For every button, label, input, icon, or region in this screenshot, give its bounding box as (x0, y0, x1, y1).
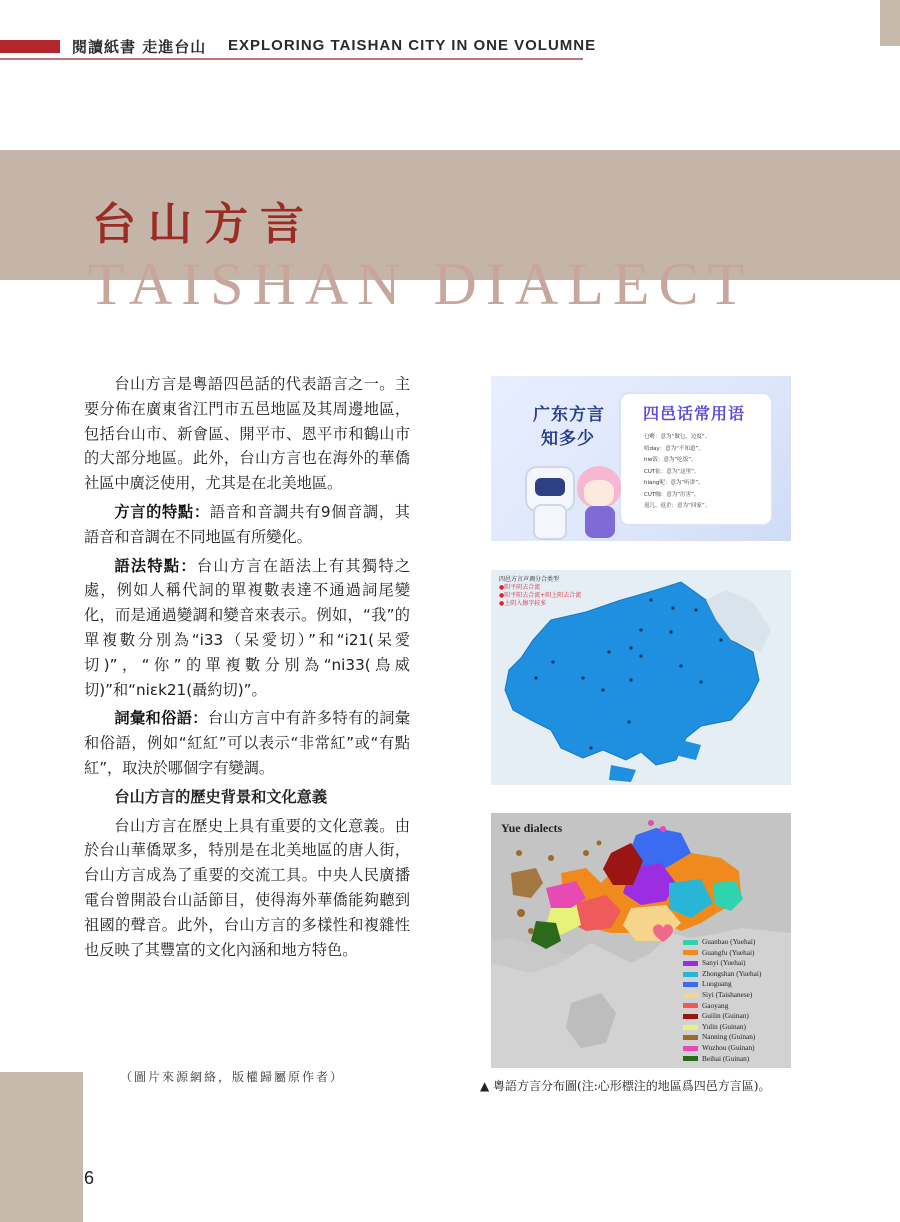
paragraph-intro: 台山方言是粵語四邑話的代表語言之一。主要分佈在廣東省江門市五邑地區及其周邊地區，包括台山市、新會區、開平市、恩平市和鶴山市的大部分地區。此外，台山方言也在海外的華僑社區中廣泛使用，尤其是在北美地區。 (84, 375, 410, 493)
paragraph-history: 台山方言在歷史上具有重要的文化意義。由於台山華僑眾多，特別是在北美地區的唐人街，台山方言成為了重要的交流工具。中央人民廣播電台曾開設台山話節目，使得海外華僑能夠聽到祖國的聲音。此外，台山方言的多樣性和複雜性也反映了其豐富的文化內涵和地方特色。 (84, 816, 410, 959)
corner-decoration (880, 0, 900, 46)
page-title-english: TAISHAN DIALECT (88, 251, 754, 317)
paragraph-grammar (84, 554, 410, 703)
legend-row (683, 1043, 761, 1054)
phrase-item: hie饭：意为“吃饭”。 (644, 457, 697, 463)
phrase-item: CUT咖：意为“厉害”。 (644, 491, 700, 498)
legend-swatch (683, 961, 698, 966)
phrase-item: hiang呢：意为“听讲”。 (644, 480, 704, 486)
legend-row (683, 1011, 761, 1022)
card-title-line1: 广东方言 (533, 405, 605, 425)
legend-row (683, 979, 761, 990)
header-accent-bar (0, 40, 60, 53)
legend-row (683, 948, 761, 959)
legend-swatch (683, 950, 698, 955)
legend-label: Beihai (Guinan) (702, 1053, 750, 1063)
image-source-note: （圖片來源網絡，版權歸屬原作者） (120, 1070, 345, 1084)
yue-dialects-map-image (491, 813, 791, 1068)
legend-swatch (683, 1025, 698, 1030)
phrase-item: 唔day：意为“不知道”。 (644, 445, 704, 452)
legend-swatch (683, 972, 698, 977)
legend-label: Wuzhou (Guinan) (702, 1042, 755, 1052)
section-subheading: 台山方言的歷史背景和文化意義 (114, 787, 328, 806)
paragraph-vocabulary (84, 706, 410, 780)
legend-label: Siyi (Taishanese) (702, 989, 753, 999)
map-caption: ▲ 粵語方言分布圖(注:心形標注的地區爲四邑方言區)。 (480, 1079, 771, 1093)
legend-swatch (683, 1056, 698, 1061)
card-title-line2: 知多少 (541, 429, 595, 449)
map-legend-item: ●阳平阳去合流+阳上阳去合流 (499, 592, 582, 599)
girl-mascot-body (585, 506, 615, 538)
robot-body (533, 504, 567, 540)
legend-label: Yulin (Guinan) (702, 1021, 746, 1031)
map-island (679, 740, 701, 760)
guangdong-dialect-card-image (491, 376, 791, 541)
page-title-chinese: 台山方言 (92, 199, 316, 250)
legend-label: Gaoyang (702, 1000, 729, 1010)
legend-label: Luoguang (702, 979, 732, 989)
map-legend (499, 576, 581, 608)
legend-label: Guangfu (Yuehai) (702, 947, 755, 957)
map-legend-title: 四邑方言声调分合类型 (499, 576, 560, 583)
text-features: 語音和音調共有9個音調，其語音和音調在不同地區有所變化。 (84, 502, 410, 546)
yue-map-legend (683, 937, 761, 1064)
legend-row (683, 1022, 761, 1033)
header-english-title: EXPLORING TAISHAN CITY IN ONE VOLUMNE (228, 37, 597, 54)
page-number: 6 (84, 1168, 95, 1188)
article-body (84, 372, 410, 966)
phrase-item: 乜嘢：意为“做乜、边度”。 (644, 434, 711, 440)
legend-swatch (683, 1014, 698, 1019)
label-grammar: 語法特點： (114, 556, 197, 575)
legend-swatch (683, 940, 698, 945)
legend-row (683, 1032, 761, 1043)
map-legend-item: ●上阴入擦字较多 (499, 600, 547, 607)
legend-row (683, 969, 761, 980)
paragraph-features (84, 500, 410, 550)
legend-swatch (683, 982, 698, 987)
label-vocabulary: 詞彙和俗語： (114, 709, 208, 728)
legend-row (683, 990, 761, 1001)
phrase-panel-title: 四邑话常用语 (643, 404, 746, 423)
map-legend-item: ●阳平阴去合流 (499, 584, 541, 591)
label-features: 方言的特點： (114, 502, 210, 521)
map-island (609, 765, 636, 782)
legend-row (683, 958, 761, 969)
footer-decoration-block (0, 1072, 83, 1222)
legend-label: Nanning (Guinan) (702, 1032, 756, 1042)
legend-row (683, 1001, 761, 1012)
legend-label: Guilin (Guinan) (702, 1011, 749, 1021)
text-grammar: 台山方言在語法上有其獨特之處，例如人稱代詞的單複數表達不通過詞尾變化，而是通過變調和變音來表示。例如，“我”的單複數分別為“i33（呆愛切）”和“i21(呆愛切)”，“你”的單複數分別為“ni33(鳥威切)”和“niεk21(聶約切)”。 (84, 556, 411, 699)
girl-mascot-face (584, 480, 614, 506)
text-vocabulary: 台山方言中有許多特有的詞彙和俗語，例如“紅紅”可以表示“非常紅”或“有點紅”，取決於哪個字有變調。 (84, 709, 411, 777)
legend-swatch (683, 1046, 698, 1051)
header-chinese-title: 閱讀紙書 走進台山 (72, 38, 207, 56)
legend-swatch (683, 1003, 698, 1008)
header-rule (0, 58, 583, 60)
legend-label: Guanbao (Yuehai) (702, 937, 756, 946)
phrase-list (644, 432, 710, 513)
legend-row (683, 1054, 761, 1065)
taishan-tone-map-image (491, 570, 791, 785)
legend-swatch (683, 993, 698, 998)
legend-swatch (683, 1035, 698, 1040)
legend-row (683, 937, 761, 948)
yue-map-title: Yue dialects (501, 821, 563, 835)
legend-label: Zhongshan (Yuehai) (702, 968, 762, 978)
phrase-item: 返几、返企：意为“回家”。 (644, 503, 711, 509)
legend-label: Sanyi (Yuehai) (702, 958, 746, 968)
phrase-item: CUT扯：意为“这里”。 (644, 468, 700, 475)
